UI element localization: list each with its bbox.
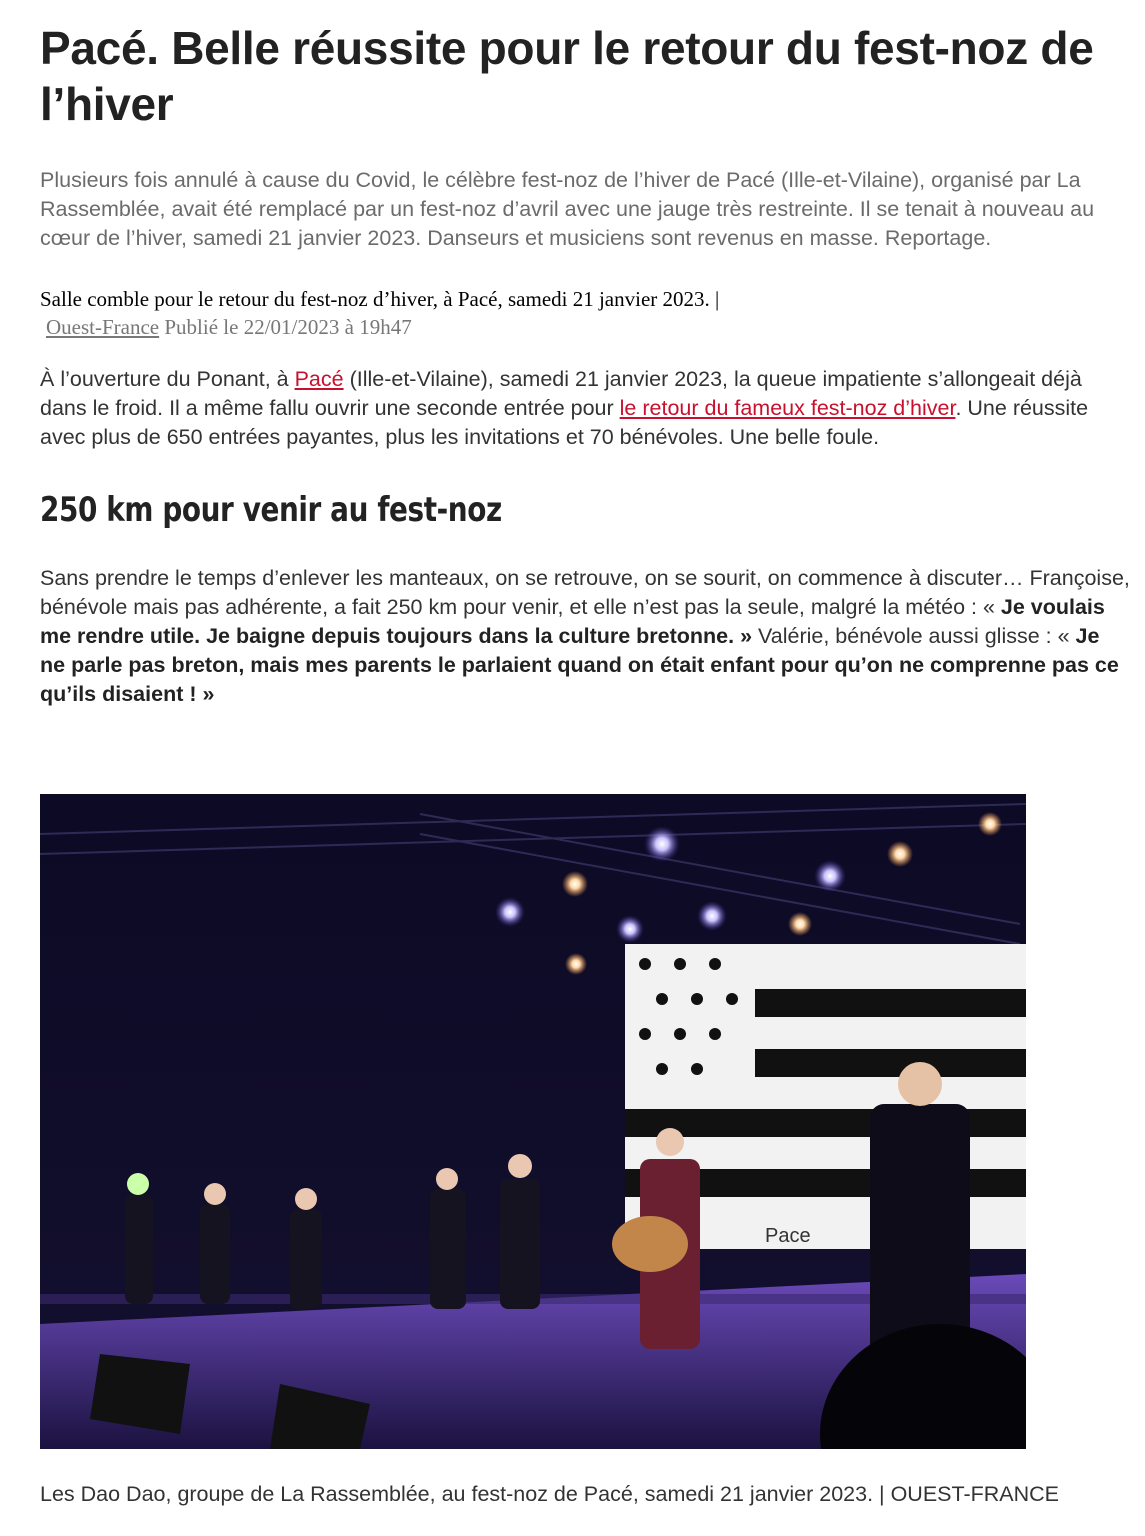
quote-valerie: Je ne parle pas breton, mais mes parents le parlaient quand on était enfant pour qu’on ne comprenne pas ce qu’ils disaient ! » xyxy=(40,624,1119,706)
photo-caption: Les Dao Dao, groupe de La Rassemblée, au fest-noz de Pacé, samedi 21 janvier 2023. | OUEST-FRANCE xyxy=(40,1482,1060,1506)
banner-text: Pace xyxy=(765,1225,811,1247)
paragraph-1 xyxy=(40,365,1130,452)
section-heading: 250 km pour venir au fest-noz xyxy=(40,490,502,530)
paragraph-2-text-a: Sans prendre le temps d’enlever les manteaux, on se retrouve, on se sourit, on commence à discuter… Françoise, bénévole mais pas adhérente, a fait 250 km pour venir, et elle n’est pas la seule, malgré la météo : « xyxy=(40,566,1130,619)
photo-illustration xyxy=(40,794,1026,1449)
paragraph-1-text-b: (Ille-et-Vilaine), samedi 21 janvier 2023, la queue impatiente s’allongeait déjà dans le froid. Il a même fallu ouvrir une seconde entrée pour xyxy=(40,367,1082,420)
publication-line xyxy=(40,313,1130,341)
link-pace[interactable]: Pacé xyxy=(294,367,344,391)
publish-date: Publié le 22/01/2023 à 19h47 xyxy=(164,315,412,339)
article-title: Pacé. Belle réussite pour le retour du fest-noz de l’hiver xyxy=(40,22,1094,130)
quote-francoise: Je voulais me rendre utile. Je baigne depuis toujours dans la culture bretonne. » xyxy=(40,595,1105,648)
link-fest-noz-hiver[interactable]: le retour du fameux fest-noz d’hiver xyxy=(619,396,956,420)
paragraph-2-text-b: Valérie, bénévole aussi glisse : « xyxy=(752,624,1076,648)
paragraph-2 xyxy=(40,564,1130,709)
paragraph-1-text-a: À l’ouverture du Ponant, à xyxy=(40,367,295,391)
article-lede: Plusieurs fois annulé à cause du Covid, le célèbre fest-noz de l’hiver de Pacé (Ille-et-Vilaine), organisé par La Rassemblée, avait été remplacé par un fest-noz d’avril avec une jauge très restreinte. Il se tenait à nouveau au cœur de l’hiver, samedi 21 janvier 2023. Danseurs et musiciens sont revenus en masse. Reportage. xyxy=(40,168,1095,250)
paragraph-1-text-c: . Une réussite avec plus de 650 entrées payantes, plus les invitations et 70 bénévoles. Une belle foule. xyxy=(40,396,1089,449)
article xyxy=(40,0,1130,709)
header-photo-caption: Salle comble pour le retour du fest-noz d’hiver, à Pacé, samedi 21 janvier 2023. | xyxy=(40,287,720,311)
source-link[interactable]: Ouest-France xyxy=(46,315,160,339)
stage-concert-photo xyxy=(40,794,1026,1449)
